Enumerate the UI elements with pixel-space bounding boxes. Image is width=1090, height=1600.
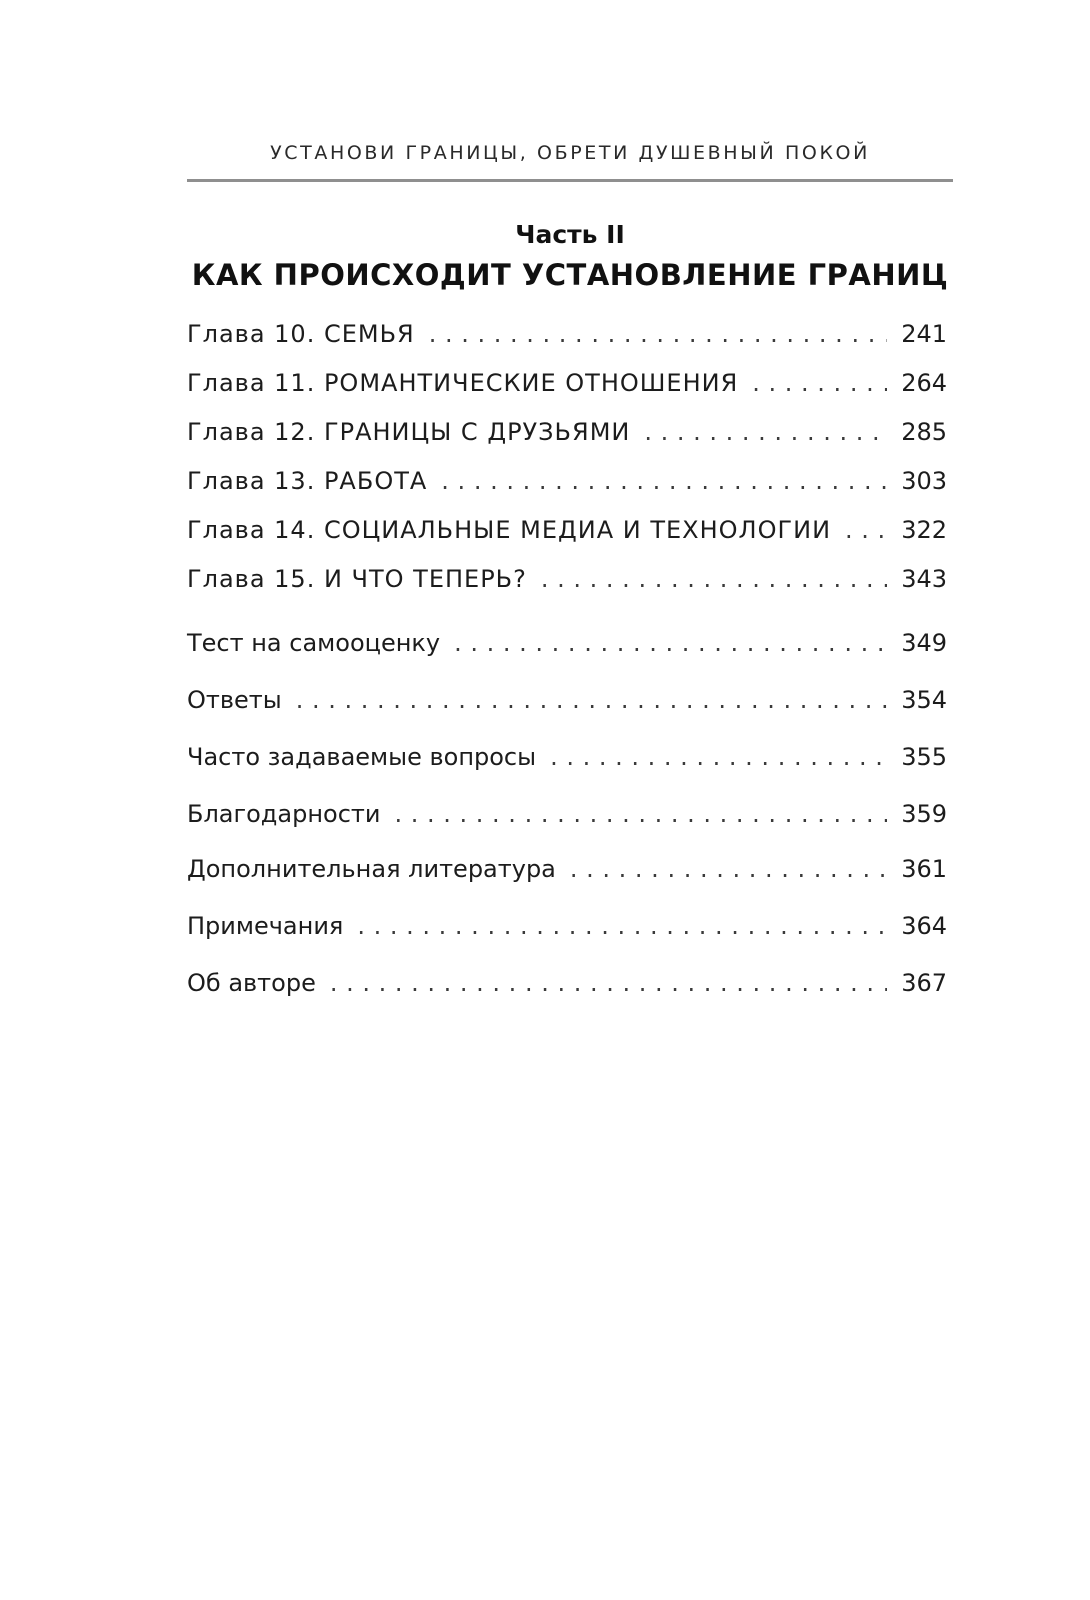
header-rule — [187, 179, 953, 182]
toc-entry-page: 264 — [901, 369, 947, 397]
dot-leader — [550, 743, 887, 771]
toc-entry-chapter-13[interactable] — [187, 467, 947, 503]
toc-entry-label: Глава 11. РОМАНТИЧЕСКИЕ ОТНОШЕНИЯ — [187, 369, 739, 397]
toc-entry-label: Часто задаваемые вопросы — [187, 743, 537, 771]
running-head: УСТАНОВИ ГРАНИЦЫ, ОБРЕТИ ДУШЕВНЫЙ ПОКОЙ — [270, 142, 870, 164]
toc-entry-chapter-10[interactable] — [187, 320, 947, 356]
toc-entry-label: Тест на самооценку — [187, 629, 441, 657]
dot-leader — [454, 629, 887, 657]
dot-leader — [570, 855, 887, 883]
toc-entry-page: 354 — [901, 686, 947, 714]
part-subtitle: КАК ПРОИСХОДИТ УСТАНОВЛЕНИЕ ГРАНИЦ — [191, 258, 949, 292]
toc-entry-notes[interactable] — [187, 912, 947, 948]
toc-entry-page: 367 — [901, 969, 947, 997]
dot-leader — [845, 516, 887, 544]
toc-entry-chapter-14[interactable] — [187, 516, 947, 552]
toc-entry-label: Дополнительная литература — [187, 855, 556, 883]
dot-leader — [296, 686, 887, 714]
toc-entry-chapter-15[interactable] — [187, 565, 947, 601]
toc-entry-label: Глава 12. ГРАНИЦЫ С ДРУЗЬЯМИ — [187, 418, 631, 446]
toc-entry-about-author[interactable] — [187, 969, 947, 1005]
toc-entry-self-esteem-test[interactable] — [187, 629, 947, 665]
toc-entry-label: Глава 14. СОЦИАЛЬНЫЕ МЕДИА И ТЕХНОЛОГИИ — [187, 516, 832, 544]
toc-entry-page: 285 — [901, 418, 947, 446]
toc-entry-page: 343 — [901, 565, 947, 593]
part-title: Часть II — [515, 220, 625, 249]
dot-leader — [357, 912, 887, 940]
toc-entry-page: 361 — [901, 855, 947, 883]
dot-leader — [429, 320, 887, 348]
dot-leader — [441, 467, 887, 495]
dot-leader — [395, 800, 888, 828]
toc-entry-label: Глава 10. СЕМЬЯ — [187, 320, 415, 348]
toc-entry-page: 359 — [901, 800, 947, 828]
toc-entry-label: Примечания — [187, 912, 344, 940]
dot-leader — [752, 369, 887, 397]
toc-entry-chapter-11[interactable] — [187, 369, 947, 405]
dot-leader — [541, 565, 887, 593]
toc-entry-page: 241 — [901, 320, 947, 348]
dot-leader — [644, 418, 887, 446]
toc-entry-page: 349 — [901, 629, 947, 657]
toc-entry-answers[interactable] — [187, 686, 947, 722]
toc-entry-page: 322 — [901, 516, 947, 544]
toc-entry-label: Глава 15. И ЧТО ТЕПЕРЬ? — [187, 565, 527, 593]
toc-entry-label: Ответы — [187, 686, 282, 714]
toc-entry-label: Об авторе — [187, 969, 316, 997]
toc-entry-faq[interactable] — [187, 743, 947, 779]
toc-entry-further-reading[interactable] — [187, 855, 947, 891]
toc-entry-label: Глава 13. РАБОТА — [187, 467, 428, 495]
toc-entry-label: Благодарности — [187, 800, 381, 828]
dot-leader — [330, 969, 887, 997]
toc-entry-chapter-12[interactable] — [187, 418, 947, 454]
toc-entry-page: 355 — [901, 743, 947, 771]
toc-entry-page: 303 — [901, 467, 947, 495]
toc-entry-acknowledgements[interactable] — [187, 800, 947, 836]
toc-entry-page: 364 — [901, 912, 947, 940]
